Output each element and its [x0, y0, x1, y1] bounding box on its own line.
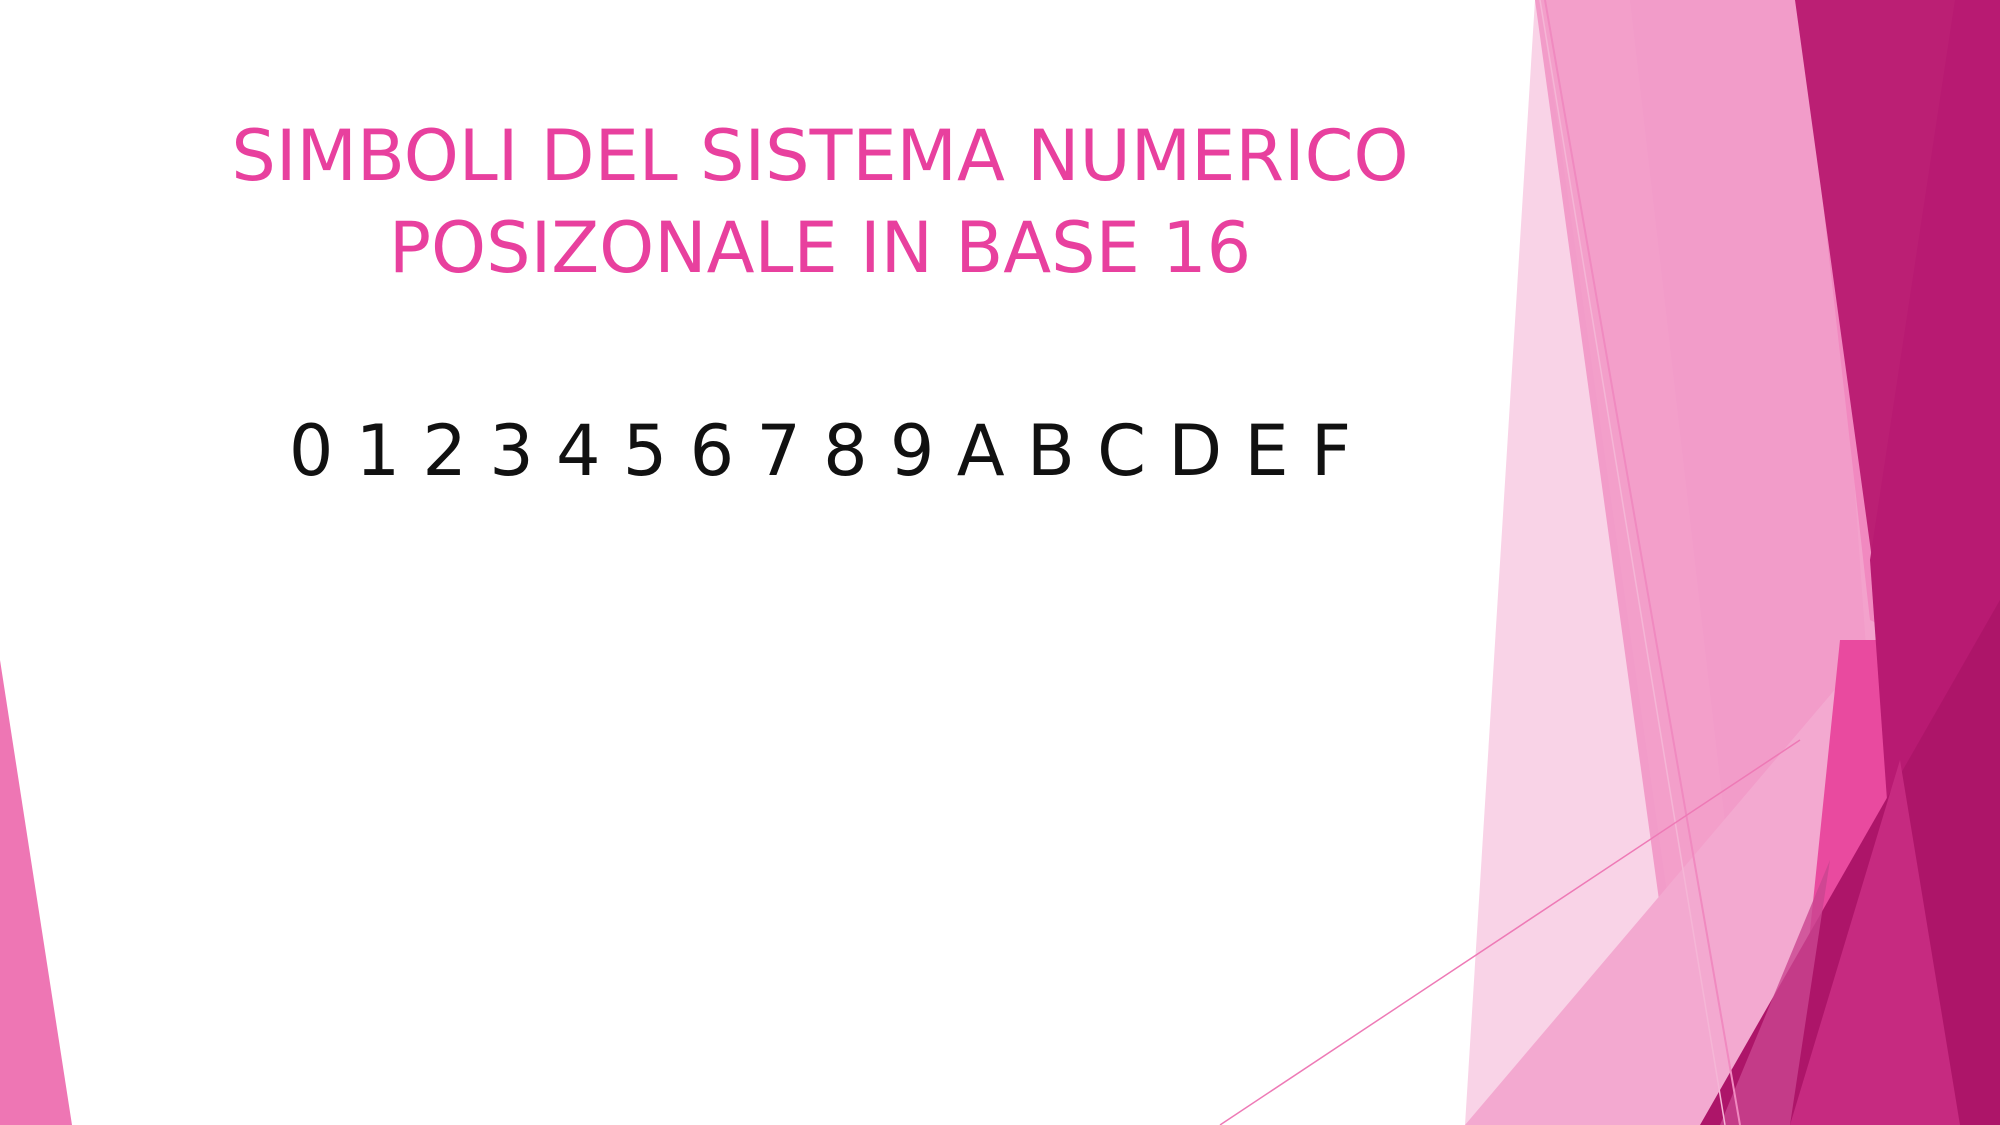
slide-title	[180, 110, 1460, 294]
hex-symbols-text: 0 1 2 3 4 5 6 7 8 9 A B C D E F	[288, 410, 1352, 492]
slide-title-line-1: SIMBOLI DEL SISTEMA NUMERICO	[231, 115, 1409, 197]
left-pink-sliver	[0, 660, 72, 1125]
slide-title-line-2: POSIZONALE IN BASE 16	[388, 207, 1252, 289]
